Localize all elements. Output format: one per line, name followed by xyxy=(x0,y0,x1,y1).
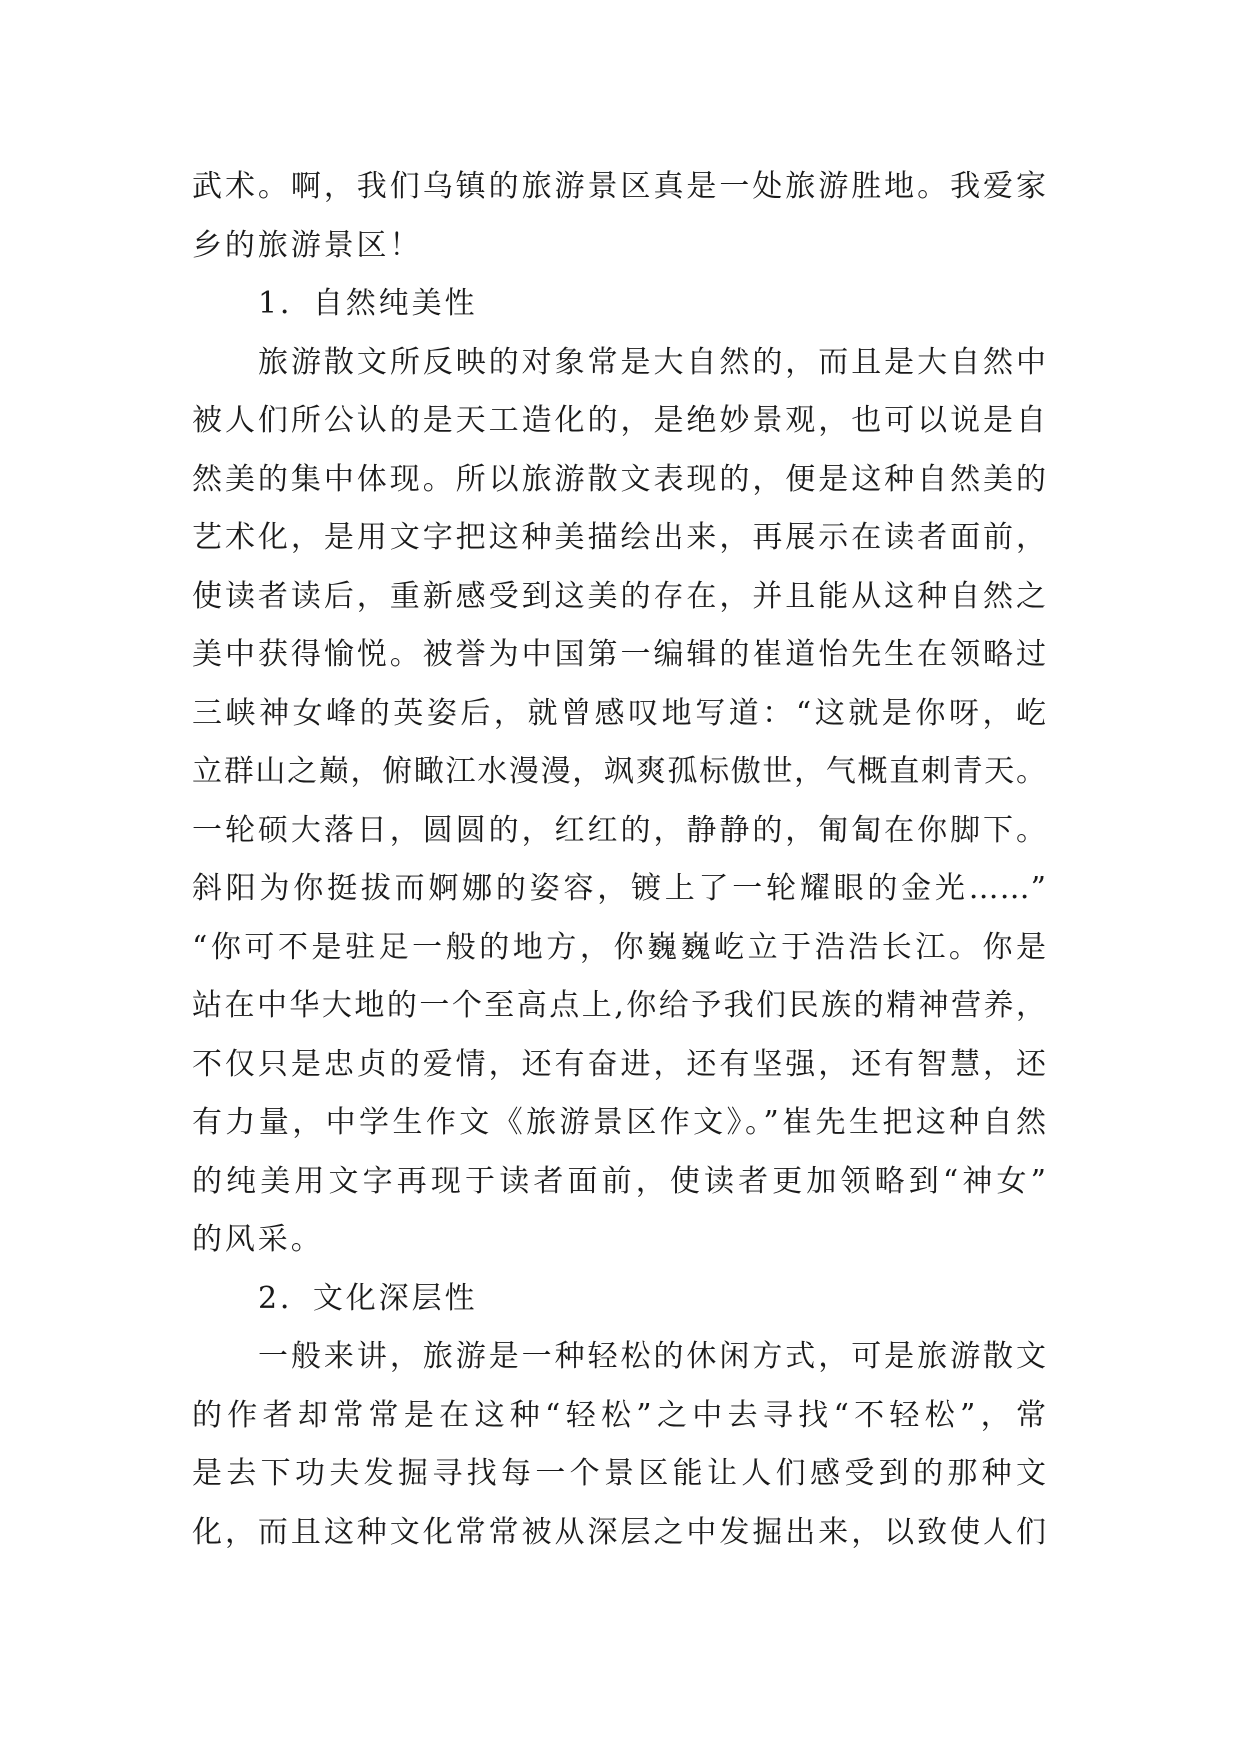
section-heading-2: 2．文化深层性 xyxy=(258,1280,478,1316)
document-page xyxy=(192,158,1047,1562)
section-heading-1: 1．自然纯美性 xyxy=(258,286,478,321)
text-line: “你可不是驻足一般的地方，你巍巍屹立于浩浩长江。你是 xyxy=(192,929,1047,965)
text-line: 旅游散文所反映的对象常是大自然的，而且是大自然中 xyxy=(258,344,1047,380)
text-line: 乡的旅游景区！ xyxy=(192,227,423,263)
text-line: 化，而且这种文化常常被从深层之中发掘出来，以致使人们 xyxy=(192,1514,1047,1550)
text-line: 艺术化，是用文字把这种美描绘出来，再展示在读者面前， xyxy=(192,520,1047,555)
text-line: 三峡神女峰的英姿后，就曾感叹地写道：“这就是你呀，屹 xyxy=(192,695,1047,731)
text-line: 被人们所公认的是天工造化的，是绝妙景观，也可以说是自 xyxy=(192,403,1047,438)
paragraph-continuation xyxy=(192,158,1047,275)
text-line: 的作者却常常是在这种“轻松”之中去寻找“不轻松”，常 xyxy=(192,1397,1047,1433)
text-line: 的风采。 xyxy=(192,1222,324,1257)
text-line: 美中获得愉悦。被誉为中国第一编辑的崔道怡先生在领略过 xyxy=(192,637,1047,672)
text-line: 斜阳为你挺拔而婀娜的姿容，镀上了一轮耀眼的金光……” xyxy=(192,871,1047,906)
paragraph-natural-beauty xyxy=(192,334,1047,1270)
text-line: 是去下功夫发掘寻找每一个景区能让人们感受到的那种文 xyxy=(192,1456,1047,1491)
text-line: 一般来讲，旅游是一种轻松的休闲方式，可是旅游散文 xyxy=(258,1339,1047,1374)
text-line: 有力量，中学生作文《旅游景区作文》。”崔先生把这种自然 xyxy=(192,1105,1047,1140)
text-line: 使读者读后，重新感受到这美的存在，并且能从这种自然之 xyxy=(192,578,1047,614)
text-line: 不仅只是忠贞的爱情，还有奋进，还有坚强，还有智慧，还 xyxy=(192,1046,1047,1082)
text-line: 立群山之巅，俯瞰江水漫漫，飒爽孤标傲世，气概直刺青天。 xyxy=(192,754,1047,789)
text-line: 的纯美用文字再现于读者面前，使读者更加领略到“神女” xyxy=(192,1163,1047,1199)
text-line: 武术。啊，我们乌镇的旅游景区真是一处旅游胜地。我爱家 xyxy=(192,169,1047,204)
text-line: 一轮硕大落日，圆圆的，红红的，静静的，匍匐在你脚下。 xyxy=(192,812,1047,848)
text-line: 站在中华大地的一个至高点上,你给予我们民族的精神营养， xyxy=(192,988,1047,1023)
paragraph-cultural-depth xyxy=(192,1328,1047,1562)
text-line: 然美的集中体现。所以旅游散文表现的，便是这种自然美的 xyxy=(192,461,1047,497)
